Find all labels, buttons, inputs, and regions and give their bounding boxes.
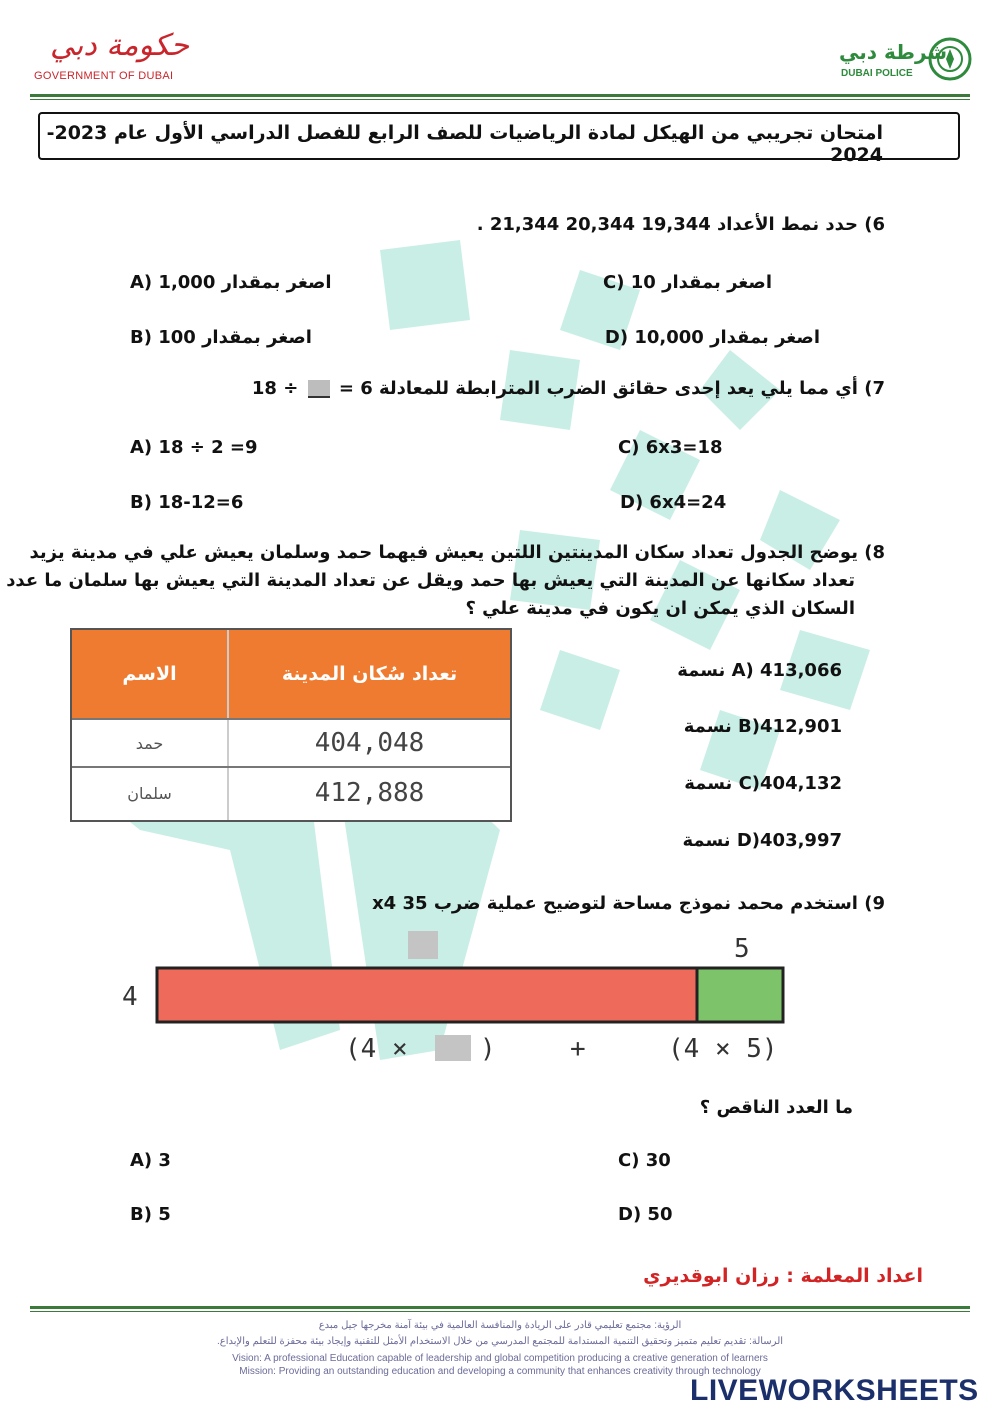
q7-blank-box[interactable] xyxy=(308,380,330,398)
area-model-diagram xyxy=(120,925,820,1070)
footer-mission-english: Mission: Providing an outstanding education and developing a community that enhances creativity through technology xyxy=(239,1366,761,1377)
area-model-big-rect xyxy=(157,968,697,1022)
q9-missing-number-question: ما العدد الناقص ؟ xyxy=(699,1097,853,1118)
q9-option-b[interactable]: B) 5 xyxy=(130,1204,171,1225)
footer-mission-arabic: الرسالة: تقديم تعليم متميز وتحقيق التنمية المستدامة للمجتمع المدرسي من خلال الاستخدام الأمثل للتقنية وإيجاد بيئة محفزة للتعلم والإبداع. xyxy=(216,1336,784,1347)
footer-divider xyxy=(30,1306,970,1309)
exam-title-box xyxy=(38,112,960,166)
q6-option-a[interactable]: A) 1,000 اصغر بمقدار xyxy=(130,272,332,293)
question-7 xyxy=(252,378,885,399)
area-model-expr-right: (4 × 5) xyxy=(668,1034,778,1064)
q9-option-c[interactable]: C) 30 xyxy=(618,1150,671,1171)
q7-text-before: 7) أي مما يلي يعد إحدى حقائق الضرب المترابطة للمعادلة 6 = xyxy=(332,378,885,399)
teacher-credit: اعداد المعلمة : رزان ابوقديري xyxy=(643,1265,923,1287)
q6-option-c[interactable]: اصغر بمقدار 10 (C xyxy=(603,272,772,293)
liveworksheets-brand[interactable]: LIVEWORKSHEETS xyxy=(690,1374,979,1407)
table-row-2-name: سلمان xyxy=(127,783,172,803)
government-of-dubai-logo xyxy=(30,28,200,88)
gov-logo-arabic: حكومة دبي xyxy=(50,28,190,63)
area-model-expr-left: (4 × xyxy=(345,1034,408,1064)
q6-option-b[interactable]: B) 100 اصغر بمقدار xyxy=(130,327,312,348)
question-8-line-3: السكان الذي يمكن ان يكون في مدينة علي ؟ xyxy=(465,598,855,619)
area-model-expr-left-close: ) xyxy=(480,1034,496,1064)
gov-logo-english: GOVERNMENT OF DUBAI xyxy=(34,70,174,82)
table-header-population: تعداد سُكان المدينة xyxy=(229,630,510,718)
table-row-1-population: 404,048 xyxy=(314,728,425,758)
table-row-2-population: 412,888 xyxy=(314,778,425,808)
area-model-expr-blank[interactable] xyxy=(435,1035,471,1061)
question-8-line-2: تعداد سكانها عن المدينة التي يعيش بها حمد ويقل عن تعداد المدينة التي يعيش بها سلمان ما عدد xyxy=(6,570,855,591)
q9-option-d[interactable]: D) 50 xyxy=(618,1204,673,1225)
exam-title: امتحان تجريبي من الهيكل لمادة الرياضيات للصف الرابع للفصل الدراسي الأول عام 2023-2024 xyxy=(46,122,883,166)
area-model-right-label: 5 xyxy=(734,934,750,964)
q8-option-a[interactable]: 413,066 (A نسمة xyxy=(677,660,842,681)
police-logo-english: DUBAI POLICE xyxy=(841,68,913,79)
table-row-1-name: حمد xyxy=(135,733,164,753)
footer-vision-arabic: الرؤية: مجتمع تعليمي قادر على الريادة والمنافسة العالمية في بيئة آمنة مخرجها جيل مبدع xyxy=(318,1320,682,1331)
q7-option-a[interactable]: A) 18 ÷ 2 =9 xyxy=(130,437,258,458)
question-9: 9) استخدم محمد نموذج مساحة لتوضيح عملية ضرب 35 x4 xyxy=(372,893,885,914)
q7-option-d[interactable]: D) 6x4=24 xyxy=(620,492,727,513)
area-model-top-blank[interactable] xyxy=(408,931,438,959)
q6-option-d[interactable]: اصغر بمقدار 10,000 (D xyxy=(604,327,820,348)
police-logo-arabic: شرطة دبي xyxy=(839,40,948,64)
table-header-name: الاسم xyxy=(72,630,227,718)
q7-option-b[interactable]: B) 18-12=6 xyxy=(130,492,244,513)
q8-option-d[interactable]: 403,997(D نسمة xyxy=(682,830,842,851)
footer-divider-thin xyxy=(30,1311,970,1312)
q7-text-after: ÷ 18 xyxy=(251,378,305,399)
header-divider-thin xyxy=(30,99,970,100)
q7-option-c[interactable]: C) 6x3=18 xyxy=(618,437,723,458)
q9-option-a[interactable]: A) 3 xyxy=(130,1150,171,1171)
police-emblem-icon xyxy=(927,34,973,84)
header-divider xyxy=(30,94,970,97)
dubai-police-logo xyxy=(835,38,975,90)
area-model-side-label: 4 xyxy=(122,982,138,1012)
q8-option-b[interactable]: 412,901(B نسمة xyxy=(683,716,842,737)
question-6: 6) حدد نمط الأعداد 19,344 20,344 21,344 . xyxy=(476,214,885,235)
question-8-line-1: 8) يوضح الجدول تعداد سكان المدينتين اللتين يعيش فيهما حمد وسلمان يعيش علي في مدينة يزيد xyxy=(29,542,885,563)
area-model-plus: + xyxy=(570,1034,586,1064)
area-model-small-rect xyxy=(697,968,783,1022)
population-table xyxy=(70,628,512,822)
q8-option-c[interactable]: 404,132(C نسمة xyxy=(684,773,842,794)
footer-vision-english: Vision: A professional Education capable of leadership and global competition producing a creative generation of learners xyxy=(232,1353,768,1364)
